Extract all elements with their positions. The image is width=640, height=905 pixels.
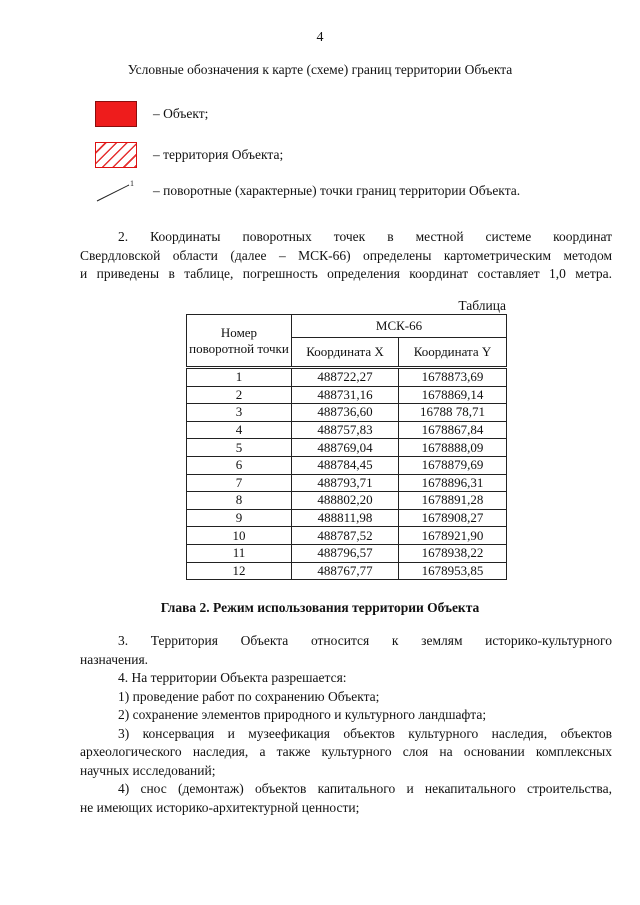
- paragraph-line: и приведены в таблице, погрешность определения координат составляет 1,0 метра.: [80, 266, 612, 281]
- paragraph-line: 4. На территории Объекта разрешается:: [118, 670, 347, 685]
- coordinates-table: [186, 314, 507, 580]
- cell-coordinate-x: 488802,20: [292, 492, 399, 510]
- cell-point-number: 10: [187, 527, 292, 545]
- cell-coordinate-x: 488796,57: [292, 544, 399, 562]
- list-item: археологического наследия, а также культурного слоя на основании комплексных: [80, 744, 612, 759]
- paragraph-line: назначения.: [80, 651, 149, 667]
- cell-point-number: 4: [187, 421, 292, 439]
- cell-point-number: 6: [187, 456, 292, 474]
- cell-coordinate-y: 1678921,90: [399, 527, 507, 545]
- cell-coordinate-x: 488767,77: [292, 562, 399, 580]
- header-y: Координата Y: [399, 338, 507, 368]
- list-item: не имеющих историко-архитектурной ценности;: [80, 799, 360, 815]
- object-red-fill-icon: [95, 101, 137, 127]
- list-item: 1) проведение работ по сохранению Объекта;: [118, 688, 380, 704]
- table-row: [187, 456, 507, 474]
- legend-item-object: [95, 100, 208, 128]
- turning-point-icon: [95, 178, 137, 204]
- cell-coordinate-y: 1678867,84: [399, 421, 507, 439]
- paragraph-4: [80, 669, 612, 817]
- legend-item-territory: [95, 141, 283, 169]
- cell-coordinate-y: 1678873,69: [399, 368, 507, 387]
- table-row: [187, 368, 507, 387]
- cell-coordinate-x: 488722,27: [292, 368, 399, 387]
- cell-coordinate-y: 1678891,28: [399, 492, 507, 510]
- table-row: [187, 544, 507, 562]
- list-item: научных исследований;: [80, 762, 216, 778]
- paragraph-line: 2. Координаты поворотных точек в местной системе координат: [118, 229, 612, 244]
- list-item: 4) снос (демонтаж) объектов капитального и некапитального строительства,: [118, 781, 612, 796]
- cell-coordinate-x: 488736,60: [292, 404, 399, 422]
- list-item: 2) сохранение элементов природного и культурного ландшафта;: [118, 707, 487, 722]
- table-row: [187, 474, 507, 492]
- page-number: 4: [316, 30, 324, 45]
- table-row: [187, 562, 507, 580]
- cell-point-number: 2: [187, 386, 292, 404]
- cell-coordinate-y: 1678896,31: [399, 474, 507, 492]
- cell-point-number: 1: [187, 368, 292, 387]
- cell-coordinate-x: 488784,45: [292, 456, 399, 474]
- table-row: [187, 527, 507, 545]
- header-x: Координата X: [292, 338, 399, 368]
- cell-coordinate-y: 1678938,22: [399, 544, 507, 562]
- cell-coordinate-y: 1678869,14: [399, 386, 507, 404]
- table-row: [187, 439, 507, 457]
- cell-point-number: 8: [187, 492, 292, 510]
- legend-label: – поворотные (характерные) точки границ территории Объекта.: [153, 183, 521, 198]
- table-row: [187, 509, 507, 527]
- territory-hatch-icon: [95, 142, 137, 168]
- svg-text:1: 1: [130, 179, 134, 188]
- paragraph-3: [80, 632, 612, 669]
- cell-coordinate-y: 1678879,69: [399, 456, 507, 474]
- cell-coordinate-x: 488731,16: [292, 386, 399, 404]
- legend-label: – Объект;: [153, 106, 209, 121]
- cell-coordinate-y: 1678888,09: [399, 439, 507, 457]
- table-caption: Таблица: [458, 298, 506, 313]
- cell-coordinate-x: 488811,98: [292, 509, 399, 527]
- table-row: [187, 492, 507, 510]
- cell-coordinate-y: 1678908,27: [399, 509, 507, 527]
- table-row: [187, 404, 507, 422]
- paragraph-line: Свердловской области (далее – МСК-66) определены картометрическим методом: [80, 247, 612, 263]
- header-point-number: Номер поворотной точки: [187, 315, 292, 368]
- cell-coordinate-x: 488787,52: [292, 527, 399, 545]
- table-row: [187, 386, 507, 404]
- cell-point-number: 3: [187, 404, 292, 422]
- cell-coordinate-y: 1678953,85: [399, 562, 507, 580]
- header-system: МСК-66: [292, 315, 507, 338]
- cell-coordinate-x: 488757,83: [292, 421, 399, 439]
- legend-item-turning-point: [95, 177, 520, 205]
- cell-point-number: 7: [187, 474, 292, 492]
- cell-point-number: 11: [187, 544, 292, 562]
- table-row: [187, 421, 507, 439]
- paragraph-2: [80, 228, 612, 284]
- cell-point-number: 5: [187, 439, 292, 457]
- cell-point-number: 12: [187, 562, 292, 580]
- chapter-title: Глава 2. Режим использования территории Объекта: [160, 600, 480, 615]
- cell-point-number: 9: [187, 509, 292, 527]
- cell-coordinate-y: 16788 78,71: [399, 404, 507, 422]
- list-item: 3) консервация и музеефикация объектов культурного наследия, объектов: [118, 725, 612, 741]
- legend-label: – территория Объекта;: [153, 147, 284, 162]
- legend-title: Условные обозначения к карте (схеме) границ территории Объекта: [127, 62, 513, 77]
- cell-coordinate-x: 488769,04: [292, 439, 399, 457]
- paragraph-line: 3. Территория Объекта относится к землям историко-культурного: [118, 633, 612, 648]
- cell-coordinate-x: 488793,71: [292, 474, 399, 492]
